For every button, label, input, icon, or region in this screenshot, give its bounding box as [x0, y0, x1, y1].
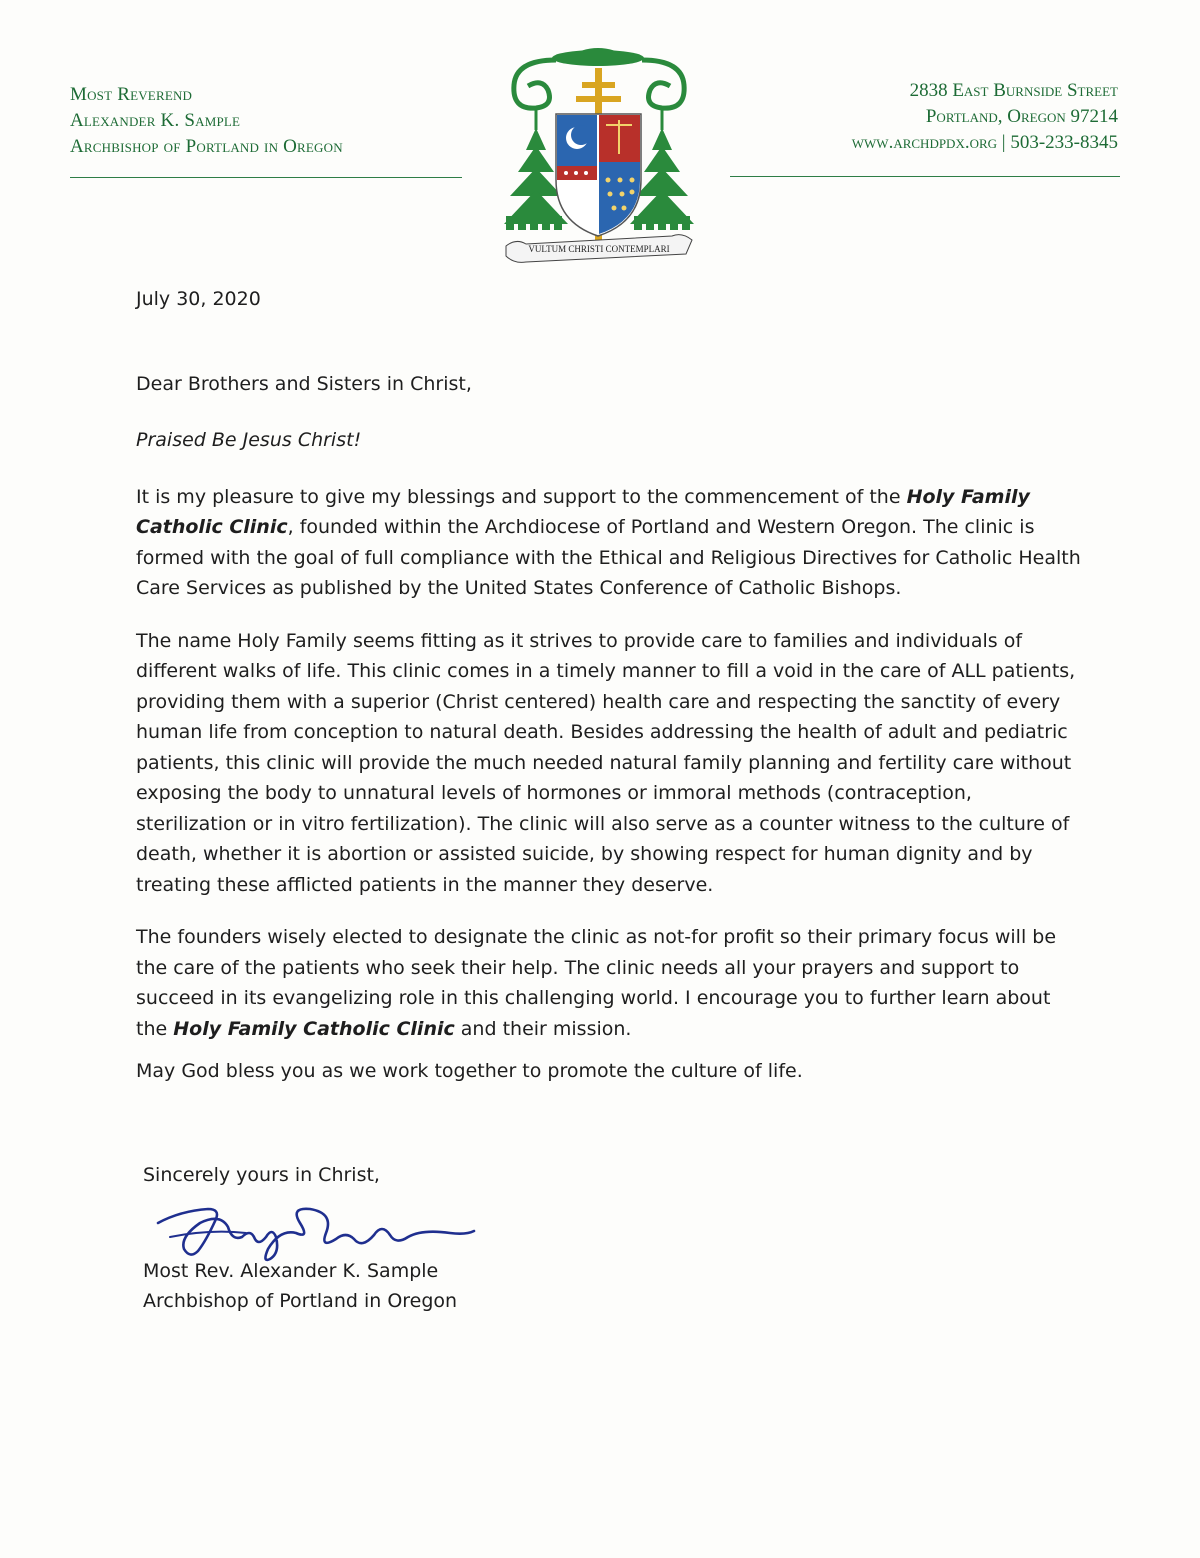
signer-name: Most Rev. Alexander K. Sample: [143, 1260, 439, 1282]
signer-title: Archbishop of Portland in Oregon: [143, 1290, 458, 1312]
letterhead-address: [718, 78, 1118, 156]
crest-motto: VULTUM CHRISTI CONTEMPLARI: [528, 244, 670, 254]
letter-salutation: Dear Brothers and Sisters in Christ,: [136, 372, 472, 395]
clinic-name-emphasis: Holy Family Catholic Clinic: [173, 1017, 455, 1040]
paragraph-3: [136, 922, 1086, 1044]
address-street: 2838 East Burnside Street: [909, 80, 1118, 101]
paragraph-1-text-a: It is my pleasure to give my blessings and support to the commencement of the: [136, 485, 907, 508]
paragraph-4: May God bless you as we work together to promote the culture of life.: [136, 1060, 803, 1082]
address-contact: www.archdpdx.org | 503-233-8345: [851, 132, 1118, 153]
paragraph-3-text-a: The founders wisely elected to designate the clinic as not-for profit so their primary focus will be the care of the patients who seek their help. The clinic needs all your prayers and support to succeed in its evangelizing role in this challenging world. I encourage you to further learn about the: [136, 926, 1057, 1040]
address-city: Portland, Oregon 97214: [925, 106, 1118, 127]
letterhead-rule-right: [730, 176, 1120, 177]
sender-honorific: Most Reverend: [70, 84, 193, 105]
letter-praise: Praised Be Jesus Christ!: [136, 429, 362, 451]
letterhead-rule-left: [70, 177, 462, 178]
handwritten-signature: [150, 1193, 480, 1263]
paragraph-1: [136, 482, 1086, 604]
clinic-name-emphasis: Holy Family Catholic Clinic: [136, 485, 1030, 538]
paragraph-2: The name Holy Family seems fitting as it strives to provide care to families and individuals of different walks of life. This clinic comes in a timely manner to fill a void in the care of ALL patients, providing them with a superior (Christ centered) health care and respecting the sanctity of every human life from conception to natural death. Besides addressing the health of adult and pediatric patients, this clinic will provide the much needed natural family planning and fertility care without exposing the body to unnatural levels of hormones or immoral methods (contraception, sterilization or in vitro fertilization). The clinic will also serve as a counter witness to the culture of death, whether it is abortion or assisted suicide, by showing respect for human dignity and by treating these afflicted patients in the manner they deserve.: [136, 629, 1076, 896]
coat-of-arms-icon: [496, 40, 701, 268]
sender-name: Alexander K. Sample: [70, 110, 241, 131]
sender-title: Archbishop of Portland in Oregon: [70, 136, 343, 157]
letterhead-sender: [70, 82, 470, 160]
paragraph-3-text-c: and their mission.: [454, 1017, 632, 1040]
paragraph-1-text-c: , founded within the Archdiocese of Portland and Western Oregon. The clinic is formed with the goal of full compliance with the Ethical and Religious Directives for Catholic Health Care Services as published by the United States Conference of Catholic Bishops.: [136, 516, 1081, 599]
letter-body: [136, 284, 1086, 1109]
letter-closing: Sincerely yours in Christ,: [143, 1164, 380, 1186]
signer-block: [143, 1256, 643, 1316]
letter-date: July 30, 2020: [136, 288, 261, 310]
